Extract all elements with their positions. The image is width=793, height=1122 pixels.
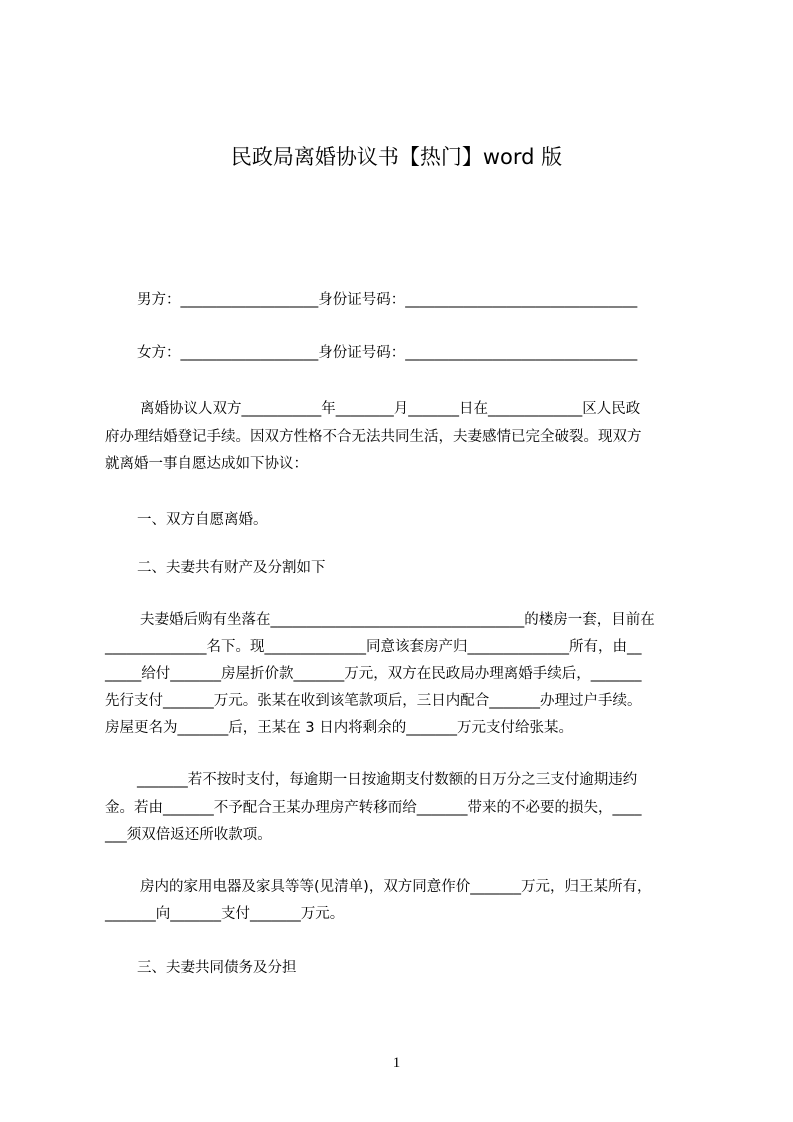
section-heading: 二、夫妻共有财产及分割如下 xyxy=(137,560,326,576)
section-heading: 三、夫妻共同债务及分担 xyxy=(137,960,297,976)
paragraph-line: _____给付_______房屋折价款_______万元，双方在民政局办理离婚手续后，_______ xyxy=(105,666,642,682)
paragraph-line: ______________名下。现______________同意该套房产归______________所有，由__ xyxy=(105,639,642,655)
paragraph-line: 房内的家用电器及家具等等(见清单)，双方同意作价_______万元，归王某所有， xyxy=(140,879,652,895)
paragraph-line: _______若不按时支付，每逾期一日按逾期支付数额的日万分之三支付逾期违约 xyxy=(137,772,638,788)
woman-info-line: 女方：___________________身份证号码：________________________________ xyxy=(137,345,638,361)
paragraph-line: ___须双倍返还所收款项。 xyxy=(105,827,272,843)
paragraph-line: _______向_______支付_______万元。 xyxy=(105,906,345,922)
section-heading: 一、双方自愿离婚。 xyxy=(137,512,268,528)
paragraph-line: 夫妻婚后购有坐落在___________________________________的楼房一套，目前在 xyxy=(140,612,655,628)
paragraph-line: 金。若由_______不予配合王某办理房产转移而给_______带来的不必要的损失，____ xyxy=(105,800,642,816)
paragraph-line: 先行支付_______万元。张某在收到该笔款项后，三日内配合_______办理过户手续。 xyxy=(105,693,642,709)
paragraph-line: 府办理结婚登记手续。因双方性格不合无法共同生活，夫妻感情已完全破裂。现双方 xyxy=(105,429,642,445)
paragraph-line: 房屋更名为_______后，王某在 3 日内将剩余的_______万元支付给张某。 xyxy=(105,720,573,736)
man-info-line: 男方：___________________身份证号码：________________________________ xyxy=(137,292,638,308)
paragraph-line: 离婚协议人双方___________年________月_______日在_____________区人民政 xyxy=(140,401,641,417)
page-number: 1 xyxy=(392,1055,401,1071)
document-title: 民政局离婚协议书【热门】word 版 xyxy=(230,145,563,169)
paragraph-line: 就离婚一事自愿达成如下协议： xyxy=(105,456,308,472)
